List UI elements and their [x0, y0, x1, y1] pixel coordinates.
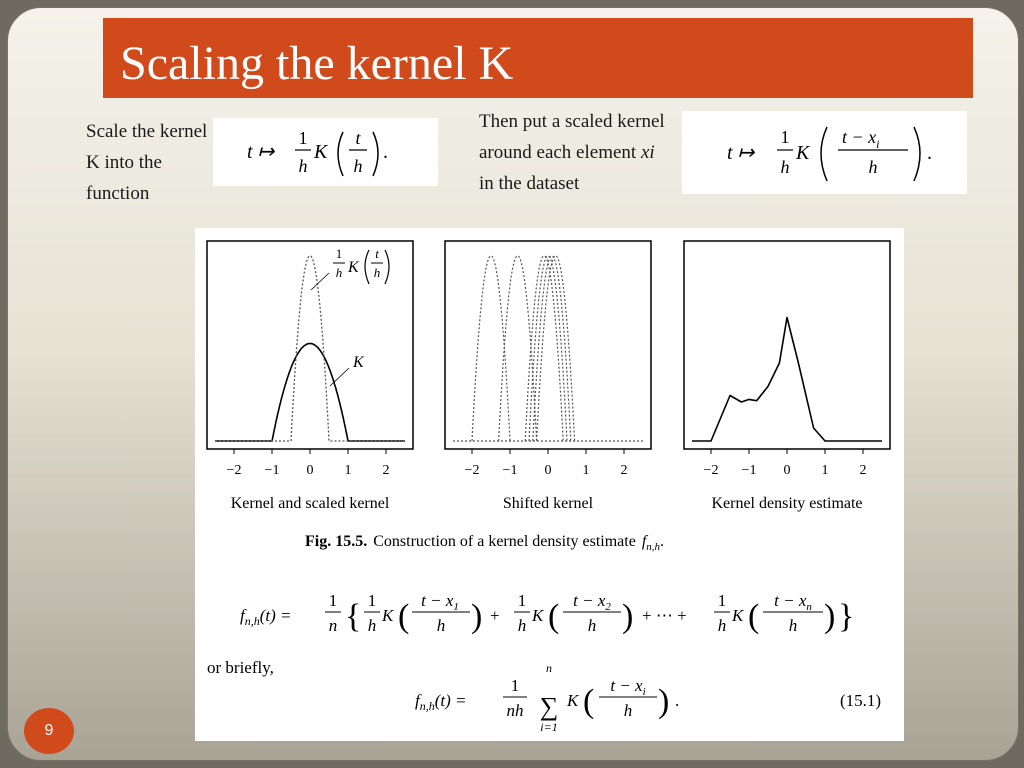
kde-brief-equation [415, 661, 679, 734]
svg-text:(: ( [583, 683, 595, 720]
svg-text:): ) [658, 683, 670, 720]
tick-label: 1 [582, 463, 590, 478]
formula2-frac-den: h [780, 157, 790, 177]
svg-text:t − xi: $t - x_i$ [610, 676, 646, 698]
tick-label: 0 [783, 463, 791, 478]
page-number-badge: 9 [24, 708, 74, 754]
svg-text:.: . [927, 142, 932, 164]
svg-text:1: 1 [335, 246, 343, 261]
svg-text:h: h [335, 265, 343, 280]
svg-text:(: ( [548, 598, 560, 635]
fig-caption-symbol: f [641, 533, 647, 550]
svg-text:h: h [623, 701, 633, 720]
shifted-kernel-formula [682, 111, 967, 194]
svg-text:t − x2: $t - x_2$ [573, 591, 611, 613]
svg-text:1: 1 [717, 591, 727, 610]
tick-label: 2 [859, 463, 867, 478]
tick-label: 2 [382, 463, 390, 478]
svg-text:+: + [490, 606, 500, 625]
svg-text:h: h [587, 616, 597, 635]
formula1-pre: t ↦ [247, 141, 275, 163]
scaled-kernel-curve [215, 256, 405, 441]
formula1-arg-num: t [355, 128, 361, 148]
formula1-frac-den: h [298, 156, 308, 176]
tick-label: 0 [306, 463, 314, 478]
svg-text:h: h [517, 616, 527, 635]
svg-text:K: K [567, 691, 579, 710]
scaled-kernel-label [311, 246, 389, 290]
svg-text:(: ( [748, 598, 760, 635]
svg-text:1: 1 [510, 676, 520, 695]
or-briefly: or briefly, [207, 658, 274, 677]
fig-caption: Fig. 15.5. Construction of a kernel density estimate $f_{n,h}$. [305, 533, 665, 553]
tick-label: 1 [344, 463, 352, 478]
tick-label: 0 [544, 463, 552, 478]
svg-text:): ) [622, 598, 634, 635]
formula2-frac-num: 1 [780, 127, 790, 147]
note-shift-kernel-var: xi [640, 142, 655, 163]
svg-text:K: K [532, 606, 544, 625]
note-shift-kernel-post: in the dataset [479, 173, 580, 194]
kde-full-equation [240, 591, 854, 635]
tick-label: −1 [741, 463, 757, 478]
kde-curve [692, 318, 882, 442]
tick-label: −2 [464, 463, 480, 478]
kernel-label [330, 354, 365, 386]
svg-text:): ) [824, 598, 836, 635]
tick-label: −1 [264, 463, 280, 478]
kernel-k-label: K [353, 354, 364, 371]
svg-text:h: h [367, 616, 377, 635]
svg-text:+ ⋯ +: + ⋯ + [642, 606, 687, 625]
tick-label: −1 [502, 463, 518, 478]
equation-number: (15.1) [840, 691, 882, 710]
slide-title: Scaling the kernel K [120, 37, 514, 90]
svg-text:): ) [471, 598, 483, 635]
svg-text:K: K [382, 606, 394, 625]
formula2-arg-den: h [868, 157, 878, 177]
svg-text:h: h [717, 616, 727, 635]
note-shift-kernel [479, 106, 669, 199]
svg-text:1: 1 [517, 591, 527, 610]
svg-text:∑: ∑ [539, 692, 559, 721]
tick-label: 2 [620, 463, 628, 478]
svg-text:nh: nh [506, 701, 524, 720]
svg-text:h: h [788, 616, 798, 635]
tick-label: 1 [821, 463, 829, 478]
panel-caption-shifted: Shifted kernel [502, 495, 594, 512]
formula2-k: K [796, 142, 810, 164]
panel-caption-kernel: Kernel and scaled kernel [230, 495, 390, 512]
tick-label: −2 [703, 463, 719, 478]
formula2-arg-num [842, 127, 879, 151]
kernel-curve [215, 344, 405, 442]
svg-text:n: n [546, 661, 552, 675]
formula1-arg-den: h [353, 156, 363, 176]
panel-shifted-frame [445, 241, 651, 449]
svg-text:K: K [732, 606, 744, 625]
panel-kde-frame [684, 241, 890, 449]
fig-label: Fig. 15.5. [305, 533, 368, 550]
svg-text:.: . [675, 691, 680, 710]
note-scale-kernel: Scale the kernel K into the function [86, 121, 208, 204]
formula2-arg-num-main: t − x [842, 127, 877, 147]
panel-kernel-frame [207, 241, 413, 449]
svg-text:t: t [375, 246, 379, 261]
svg-text:1: 1 [328, 591, 338, 610]
svg-text:{: { [345, 598, 362, 635]
svg-text:fn,h(t) =: $f_{n,h}(t)$ = [240, 606, 292, 628]
formula2-pre: t ↦ [727, 142, 755, 164]
fig-caption-text: Construction of a kernel density estimate [373, 533, 636, 550]
svg-text:h: h [373, 265, 381, 280]
formula2-arg-num-sub: i [876, 137, 880, 151]
formula1-frac-num: 1 [298, 128, 308, 148]
svg-text:t − xn: $t - x_n$ [774, 591, 812, 613]
note-shift-kernel-pre: Then put a scaled kernel around each element [479, 111, 665, 163]
svg-text:fn,h(t) =: $f_{n,h}(t)$ = [415, 691, 467, 713]
slide [7, 7, 1019, 761]
svg-text:.: . [383, 141, 388, 163]
svg-text:}: } [838, 598, 855, 635]
kde-figure [195, 228, 904, 741]
tick-label: −2 [226, 463, 242, 478]
scaled-kernel-formula [213, 118, 438, 186]
svg-text:h: h [436, 616, 446, 635]
panel-caption-kde: Kernel density estimate [711, 495, 863, 512]
svg-text:i=1: i=1 [540, 720, 558, 734]
svg-text:n: n [328, 616, 338, 635]
svg-text:(: ( [398, 598, 410, 635]
scaled-kernel-k-label: K [348, 259, 359, 276]
svg-text:t − x1: $t - x_1$ [421, 591, 459, 613]
svg-text:1: 1 [367, 591, 377, 610]
fig-caption-sub: n,h [646, 541, 661, 553]
formula1-k: K [314, 141, 328, 163]
